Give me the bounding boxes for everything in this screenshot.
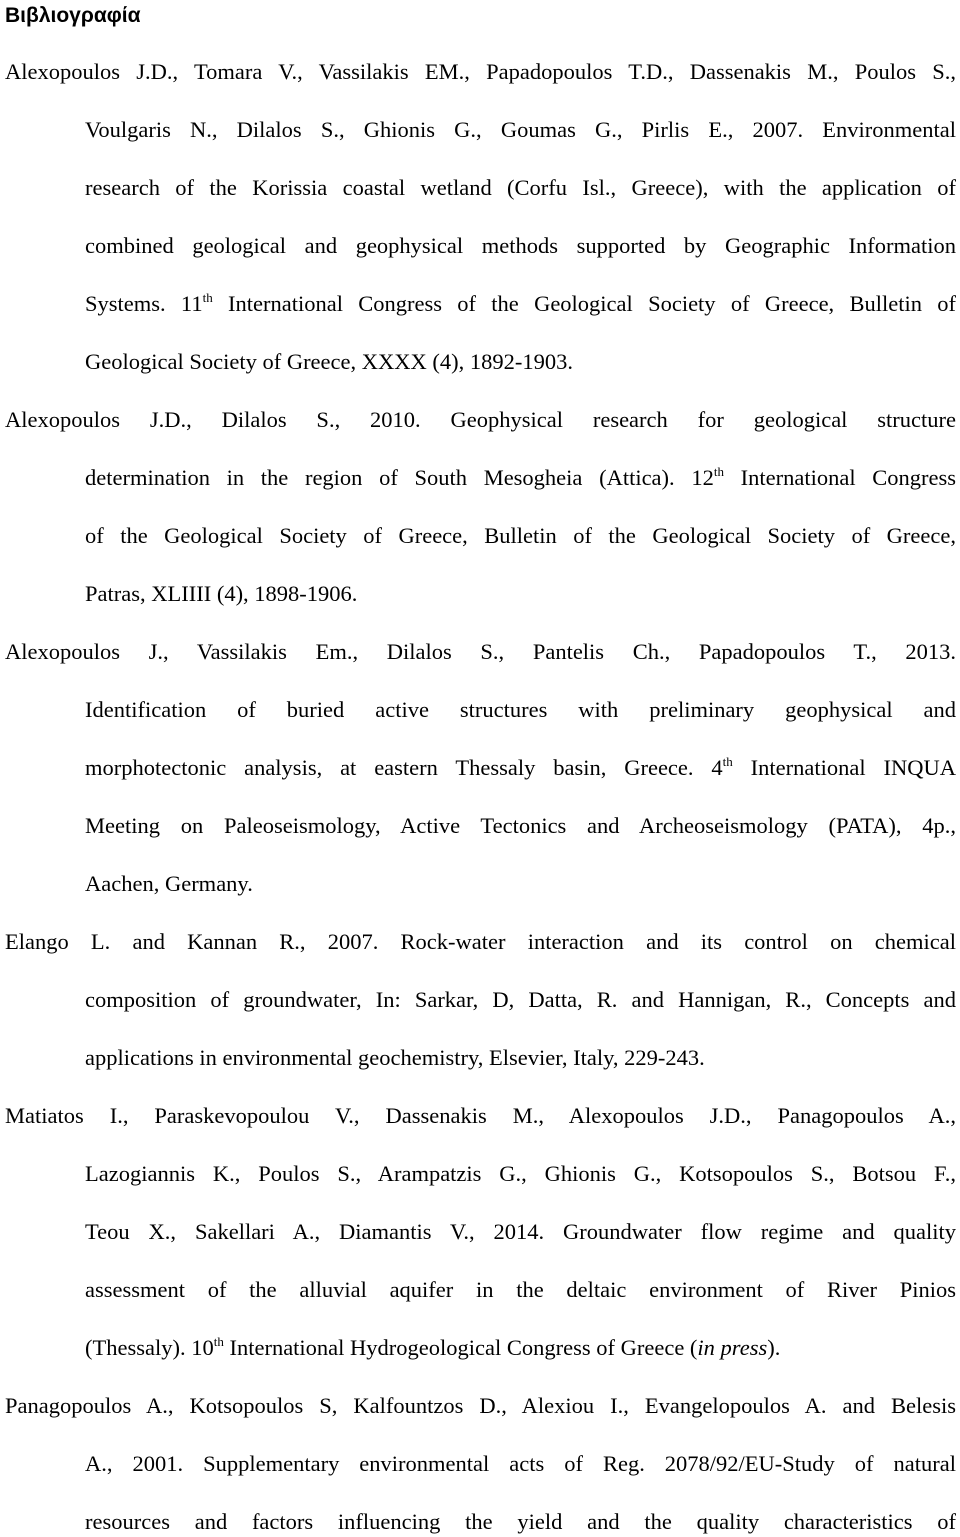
reference-line: Voulgaris N., Dilalos S., Ghionis G., Goumas G., Pirlis E., 2007. Environmental [85,117,956,142]
reference-line: Teou X., Sakellari A., Diamantis V., 2014. Groundwater flow regime and quality [85,1219,956,1244]
reference-line: combined geological and geophysical methods supported by Geographic Information [85,233,956,258]
reference-line: Lazogiannis K., Poulos S., Arampatzis G., Ghionis G., Kotsopoulos S., Botsou F., [85,1161,956,1186]
reference-line: Alexopoulos J.D., Dilalos S., 2010. Geophysical research for geological structure [5,407,956,432]
reference-line: assessment of the alluvial aquifer in the deltaic environment of River Pinios [85,1277,956,1302]
reference-line: Alexopoulos J., Vassilakis Em., Dilalos S., Pantelis Ch., Papadopoulos T., 2013. [5,639,956,664]
reference-line: Elango L. and Kannan R., 2007. Rock-water interaction and its control on chemical [5,929,956,954]
reference-line: applications in environmental geochemistry, Elsevier, Italy, 229-243. [85,1045,705,1070]
reference-line: (Thessaly). 10th International Hydrogeological Congress of Greece (in press). [85,1334,781,1360]
reference-line: research of the Korissia coastal wetland (Corfu Isl., Greece), with the application of [85,175,956,200]
page-title: Βιβλιογραφία [5,4,141,27]
reference-line: Aachen, Germany. [85,871,253,896]
reference-line: Geological Society of Greece, XXXX (4), 1892-1903. [85,349,573,374]
reference-line: Alexopoulos J.D., Tomara V., Vassilakis EM., Papadopoulos T.D., Dassenakis M., Poulos S., [5,59,956,84]
reference-line: Meeting on Paleoseismology, Active Tectonics and Archeoseismology (PATA), 4p., [85,813,956,838]
reference-line: A., 2001. Supplementary environmental acts of Reg. 2078/92/EU-Study of natural [85,1451,956,1476]
reference-line: composition of groundwater, In: Sarkar, D, Datta, R. and Hannigan, R., Concepts and [85,987,956,1012]
reference-line: determination in the region of South Mesogheia (Attica). 12th International Congress [85,464,957,490]
reference-line: Matiatos I., Paraskevopoulou V., Dassenakis M., Alexopoulos J.D., Panagopoulos A., [5,1103,956,1128]
reference-line: resources and factors influencing the yield and the quality characteristics of [85,1509,956,1534]
reference-line: Panagopoulos A., Kotsopoulos S, Kalfountzos D., Alexiou I., Evangelopoulos A. and Belesis [5,1393,956,1418]
reference-line: of the Geological Society of Greece, Bulletin of the Geological Society of Greece, [85,523,956,548]
reference-line: Identification of buried active structures with preliminary geophysical and [85,697,956,722]
reference-line: morphotectonic analysis, at eastern Thessaly basin, Greece. 4th International INQUA [85,754,956,780]
reference-line: Patras, XLIIII (4), 1898-1906. [85,581,358,606]
reference-line: Systems. 11th International Congress of the Geological Society of Greece, Bulletin of [85,290,956,316]
